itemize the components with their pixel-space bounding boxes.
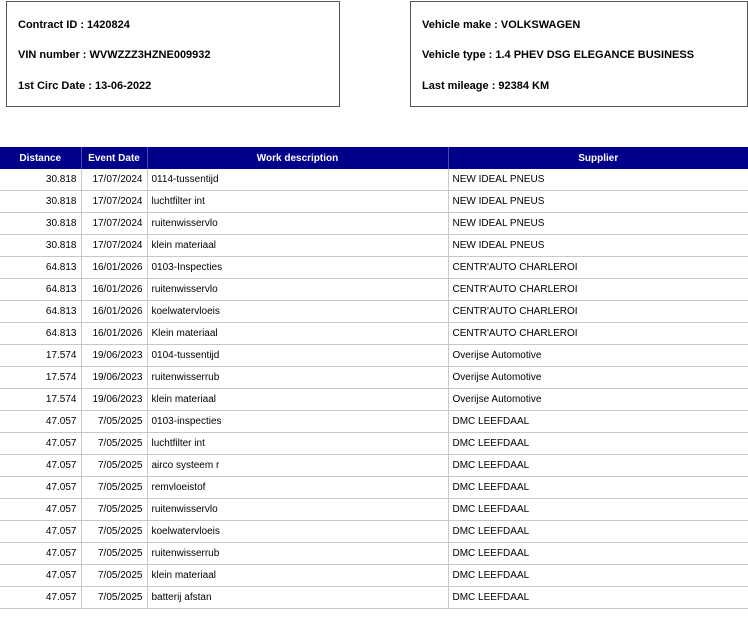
distance-cell: 64.813 xyxy=(0,279,81,301)
table-row xyxy=(0,411,748,433)
table-row xyxy=(0,587,748,609)
table-row xyxy=(0,565,748,587)
supplier-cell: DMC LEEFDAAL xyxy=(448,587,748,609)
work-description-cell: 0114-tussentijd xyxy=(147,169,448,191)
column-header-work-description: Work description xyxy=(147,147,448,169)
distance-cell: 30.818 xyxy=(0,169,81,191)
event-date-cell: 16/01/2026 xyxy=(81,279,147,301)
supplier-cell: DMC LEEFDAAL xyxy=(448,455,748,477)
event-date-cell: 7/05/2025 xyxy=(81,499,147,521)
supplier-cell: DMC LEEFDAAL xyxy=(448,521,748,543)
work-description-cell: koelwatervloeis xyxy=(147,301,448,323)
work-description-cell: airco systeem r xyxy=(147,455,448,477)
supplier-cell: DMC LEEFDAAL xyxy=(448,411,748,433)
event-date-cell: 19/06/2023 xyxy=(81,389,147,411)
event-date-cell: 17/07/2024 xyxy=(81,213,147,235)
supplier-cell: CENTR'AUTO CHARLEROI xyxy=(448,301,748,323)
distance-cell: 47.057 xyxy=(0,433,81,455)
supplier-cell: NEW IDEAL PNEUS xyxy=(448,191,748,213)
event-date-cell: 16/01/2026 xyxy=(81,257,147,279)
supplier-cell: DMC LEEFDAAL xyxy=(448,565,748,587)
contract-info-box xyxy=(6,1,340,107)
table-row xyxy=(0,323,748,345)
distance-cell: 47.057 xyxy=(0,477,81,499)
distance-cell: 47.057 xyxy=(0,565,81,587)
work-description-cell: batterij afstan xyxy=(147,587,448,609)
event-date-cell: 17/07/2024 xyxy=(81,169,147,191)
supplier-cell: CENTR'AUTO CHARLEROI xyxy=(448,279,748,301)
supplier-cell: DMC LEEFDAAL xyxy=(448,543,748,565)
supplier-cell: NEW IDEAL PNEUS xyxy=(448,169,748,191)
event-date-cell: 7/05/2025 xyxy=(81,477,147,499)
work-description-cell: koelwatervloeis xyxy=(147,521,448,543)
table-row xyxy=(0,367,748,389)
supplier-cell: DMC LEEFDAAL xyxy=(448,433,748,455)
distance-cell: 47.057 xyxy=(0,543,81,565)
supplier-cell: DMC LEEFDAAL xyxy=(448,477,748,499)
vin-number: VIN number : WVWZZZ3HZNE009932 xyxy=(18,49,211,61)
column-header-event-date: Event Date xyxy=(81,147,147,169)
work-description-cell: luchtfilter int xyxy=(147,191,448,213)
distance-cell: 30.818 xyxy=(0,235,81,257)
distance-cell: 47.057 xyxy=(0,521,81,543)
work-description-cell: ruitenwisservlo xyxy=(147,213,448,235)
vehicle-make: Vehicle make : VOLKSWAGEN xyxy=(422,19,581,31)
distance-cell: 17.574 xyxy=(0,345,81,367)
column-header-supplier: Supplier xyxy=(448,147,748,169)
event-date-cell: 7/05/2025 xyxy=(81,411,147,433)
event-date-cell: 7/05/2025 xyxy=(81,565,147,587)
contract-id: Contract ID : 1420824 xyxy=(18,19,130,31)
distance-cell: 64.813 xyxy=(0,257,81,279)
work-description-cell: 0103-inspecties xyxy=(147,411,448,433)
supplier-cell: CENTR'AUTO CHARLEROI xyxy=(448,323,748,345)
table-row xyxy=(0,169,748,191)
work-description-cell: ruitenwisserrub xyxy=(147,543,448,565)
event-date-cell: 7/05/2025 xyxy=(81,455,147,477)
event-date-cell: 17/07/2024 xyxy=(81,191,147,213)
work-description-cell: remvloeistof xyxy=(147,477,448,499)
table-row xyxy=(0,499,748,521)
distance-cell: 30.818 xyxy=(0,191,81,213)
table-row xyxy=(0,543,748,565)
table-row xyxy=(0,301,748,323)
table-row xyxy=(0,279,748,301)
work-description-cell: 0104-tussentijd xyxy=(147,345,448,367)
event-date-cell: 17/07/2024 xyxy=(81,235,147,257)
work-description-cell: klein materiaal xyxy=(147,235,448,257)
supplier-cell: CENTR'AUTO CHARLEROI xyxy=(448,257,748,279)
event-date-cell: 19/06/2023 xyxy=(81,345,147,367)
vehicle-type: Vehicle type : 1.4 PHEV DSG ELEGANCE BUSINESS xyxy=(422,49,695,61)
event-date-cell: 7/05/2025 xyxy=(81,433,147,455)
work-description-cell: ruitenwisservlo xyxy=(147,279,448,301)
work-description-cell: luchtfilter int xyxy=(147,433,448,455)
supplier-cell: NEW IDEAL PNEUS xyxy=(448,235,748,257)
distance-cell: 17.574 xyxy=(0,367,81,389)
event-date-cell: 16/01/2026 xyxy=(81,323,147,345)
column-header-distance: Distance xyxy=(0,147,81,169)
table-header-row xyxy=(0,147,748,169)
distance-cell: 64.813 xyxy=(0,323,81,345)
table-row xyxy=(0,433,748,455)
supplier-cell: DMC LEEFDAAL xyxy=(448,499,748,521)
supplier-cell: Overijse Automotive xyxy=(448,389,748,411)
work-description-cell: klein materiaal xyxy=(147,389,448,411)
distance-cell: 64.813 xyxy=(0,301,81,323)
distance-cell: 47.057 xyxy=(0,455,81,477)
work-description-cell: Klein materiaal xyxy=(147,323,448,345)
distance-cell: 47.057 xyxy=(0,499,81,521)
table-row xyxy=(0,455,748,477)
maintenance-table xyxy=(0,147,748,609)
table-body xyxy=(0,169,748,609)
supplier-cell: Overijse Automotive xyxy=(448,367,748,389)
distance-cell: 17.574 xyxy=(0,389,81,411)
table-row xyxy=(0,257,748,279)
work-description-cell: ruitenwisservlo xyxy=(147,499,448,521)
event-date-cell: 7/05/2025 xyxy=(81,521,147,543)
work-description-cell: ruitenwisserrub xyxy=(147,367,448,389)
table-row xyxy=(0,389,748,411)
table-row xyxy=(0,345,748,367)
vehicle-info-box xyxy=(410,1,748,107)
table-row xyxy=(0,521,748,543)
distance-cell: 30.818 xyxy=(0,213,81,235)
event-date-cell: 19/06/2023 xyxy=(81,367,147,389)
event-date-cell: 7/05/2025 xyxy=(81,543,147,565)
event-date-cell: 7/05/2025 xyxy=(81,587,147,609)
table-row xyxy=(0,477,748,499)
supplier-cell: Overijse Automotive xyxy=(448,345,748,367)
first-circ-date: 1st Circ Date : 13-06-2022 xyxy=(18,80,152,92)
supplier-cell: NEW IDEAL PNEUS xyxy=(448,213,748,235)
table-row xyxy=(0,213,748,235)
event-date-cell: 16/01/2026 xyxy=(81,301,147,323)
distance-cell: 47.057 xyxy=(0,587,81,609)
table-row xyxy=(0,191,748,213)
last-mileage: Last mileage : 92384 KM xyxy=(422,80,550,92)
table-row xyxy=(0,235,748,257)
distance-cell: 47.057 xyxy=(0,411,81,433)
work-description-cell: klein materiaal xyxy=(147,565,448,587)
work-description-cell: 0103-Inspecties xyxy=(147,257,448,279)
